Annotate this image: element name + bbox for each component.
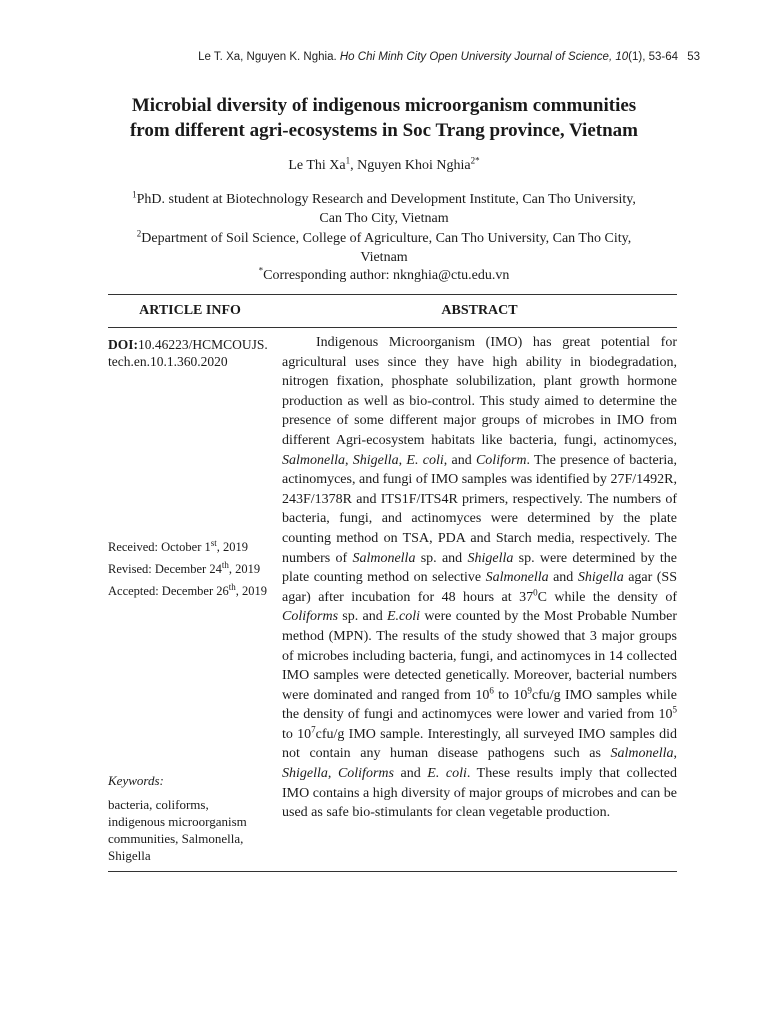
aff2-line-2: Vietnam xyxy=(360,250,408,265)
title-line-1: Microbial diversity of indigenous microorganism communities xyxy=(131,95,637,116)
doi-line-2: tech.en.10.1.360.2020 xyxy=(108,354,228,369)
affiliation-2 xyxy=(100,229,668,267)
aff2-sup: 2 xyxy=(136,228,142,239)
aff1-line-2: Can Tho City, Vietnam xyxy=(319,211,449,226)
title-line-2: from different agri-ecosystems in Soc Trang province, Vietnam xyxy=(129,120,638,141)
affiliation-1 xyxy=(100,190,668,228)
doi-line-1: 10.46223/HCMCOUJS. xyxy=(138,337,268,352)
paper-title xyxy=(60,93,708,143)
page-number: 53 xyxy=(687,51,700,63)
revised-date: Revised: December 24th, 2019 xyxy=(108,559,261,576)
keywords-line-2: indigenous microorganism xyxy=(108,814,247,829)
rule-bottom xyxy=(108,871,677,872)
header-journal: Ho Chi Minh City Open University Journal of Science, 10 xyxy=(339,51,629,63)
rule-middle xyxy=(108,327,677,328)
author-2-sup: 2* xyxy=(470,155,480,166)
author-sep: , xyxy=(350,158,358,173)
keywords-list xyxy=(108,796,280,864)
header-issue: (1), 53-64 xyxy=(628,51,678,63)
accepted-date: Accepted: December 26th, 2019 xyxy=(108,581,268,598)
author-1: Le Thi Xa xyxy=(288,158,346,173)
received-date: Received: October 1st, 2019 xyxy=(108,537,248,554)
article-info-heading: ARTICLE INFO xyxy=(139,303,241,318)
corr-sup: * xyxy=(258,265,264,276)
dates-block xyxy=(108,539,280,605)
keywords-label: Keywords: xyxy=(108,773,164,788)
author-1-sup: 1 xyxy=(345,155,351,166)
keywords-line-1: bacteria, coliforms, xyxy=(108,797,209,812)
corresponding-text: Corresponding author: nknghia@ctu.edu.vn xyxy=(263,268,510,283)
abstract-text: Indigenous Microorganism (IMO) has great potential for agricultural uses since they have high ability in biodegradation, nitrogen fixation, phosphate solubilization, plant growth hormone production as well as bio-control. This study aimed to determine the presence of some different major groups of microbes in IMO from different Agri-ecosystem habitats like bacteria, fungi, actinomyces, Salmonella, Shigella, E. coli, and Coliform. The presence of bacteria, actinomyces, and fungi of IMO samples was identified by 27F/1492R, 243F/1378R and ITS1F/ITS4R primers, respectively. The numbers of bacteria, fungi, and actinomyces were determined by the plate counting method on TSA, PDA and Starch media, respectively. The numbers of Salmonella sp. and Shigella sp. were determined by the plate counting method on selective Salmonella and Shigella agar (SS agar) after incubation for 48 hours at $37^0C$ while the density of Coliforms sp. and E.coli were counted by the Most Probable Number method (MPN). The results of the study showed that 3 major groups of microbes including bacteria, fungi, and actinomyces in 14 collected IMO samples were detected genetically. Moreover, bacterial numbers were dominated and ranged from $10^6$ to $10^9cfu/g$ IMO samples while the density of fungi and actinomyces were lower and varied from $10^5$ to $10^7cfu/g$ IMO sample. Interestingly, all surveyed IMO samples did not contain any human disease pathogens such as Salmonella, Shigella, Coliforms and E. coli. These results imply that collected IMO contains a high diversity of major groups of microbes and can be used as safe bio-stimulants for clean vegetable production. xyxy=(282,335,678,821)
rule-top xyxy=(108,294,677,295)
keywords-line-4: Shigella xyxy=(108,848,151,863)
doi-block xyxy=(108,336,280,370)
author-2: Nguyen Khoi Nghia xyxy=(357,158,471,173)
corresponding-author xyxy=(100,266,668,285)
keywords-line-3: communities, Salmonella, xyxy=(108,831,244,846)
aff2-line-1: Department of Soil Science, College of Agriculture, Can Tho University, Can Tho City, xyxy=(141,231,632,246)
abstract-heading: ABSTRACT xyxy=(441,303,518,318)
aff1-sup: 1 xyxy=(132,189,137,200)
aff1-line-1: PhD. student at Biotechnology Research and Development Institute, Can Tho University, xyxy=(136,192,636,207)
author-list xyxy=(60,155,708,174)
running-header xyxy=(108,51,700,63)
header-authors: Le T. Xa, Nguyen K. Nghia. xyxy=(198,51,337,63)
doi-label: DOI: xyxy=(108,337,138,352)
